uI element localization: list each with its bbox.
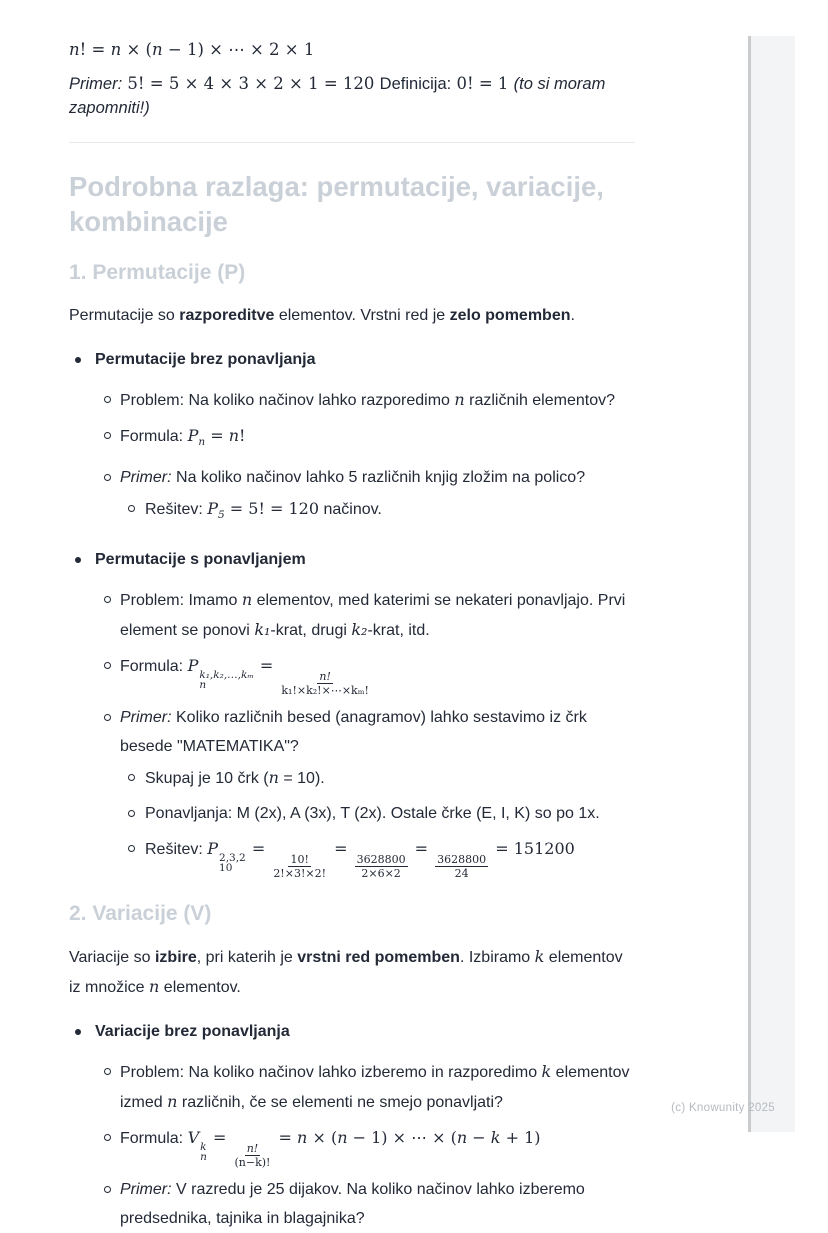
- text-segment: elementov. Vrstni red je: [274, 307, 450, 324]
- math-var: n: [167, 1092, 178, 1112]
- math-var: k: [541, 1062, 552, 1082]
- text-segment: Skupaj je 10 črk (: [145, 770, 269, 788]
- fraction-numerator: n!: [319, 670, 331, 684]
- circle-bullet-icon: [104, 651, 120, 697]
- text-segment: elementov izmed: [120, 1064, 630, 1112]
- primer-text: [120, 703, 635, 761]
- math-text: 5! = 5 × 4 × 3 × 2 × 1 = 120: [122, 74, 380, 93]
- list-item: [128, 494, 635, 530]
- text-segment: Permutacije so: [69, 307, 180, 324]
- text-segment: različnih, če se elementi ne smejo ponavljati?: [177, 1094, 503, 1112]
- primer-label: Primer:: [69, 75, 123, 93]
- text-segment: elementov.: [159, 979, 241, 997]
- math-superscript: k₁,k₂,…,kₘ: [199, 669, 254, 682]
- math-fraction: [272, 853, 327, 880]
- math-subscript: 10: [219, 862, 233, 875]
- math-var: n: [110, 40, 122, 59]
- math-text: = 151200: [490, 839, 575, 859]
- formula-label: Formula:: [120, 1130, 188, 1148]
- resitev-label: Rešitev:: [145, 501, 208, 519]
- primer-label: Primer:: [120, 1181, 172, 1199]
- circle-bullet-icon: [104, 421, 120, 457]
- problem-text: [120, 1057, 635, 1117]
- factorial-formula: [69, 38, 635, 62]
- math-var: k₁: [254, 620, 271, 640]
- math-var: P: [207, 839, 219, 859]
- math-text: × (: [121, 40, 152, 59]
- math-text: 0! = 1: [451, 74, 514, 93]
- fraction-numerator: n!: [246, 1142, 259, 1156]
- text-segment: , pri katerih je: [196, 949, 298, 967]
- list-item-title: Variacije brez ponavljanja: [95, 1023, 290, 1041]
- primer-text: [120, 463, 635, 492]
- list-item: [104, 703, 635, 761]
- formula-label: Formula:: [120, 658, 188, 676]
- main-section-title: Podrobna razlaga: permutacije, variacije, kombinacije: [69, 171, 604, 237]
- list-item: [69, 345, 635, 374]
- math-var: n: [152, 40, 163, 59]
- text-segment: Problem: Na koliko načinov lahko izberemo in razporedimo: [120, 1064, 542, 1082]
- circle-bullet-icon: [104, 463, 120, 492]
- nested-list: [128, 494, 635, 530]
- text-segment: Na koliko načinov lahko 5 različnih knjig zložim na polico?: [171, 469, 586, 487]
- math-fraction: [355, 853, 408, 880]
- nested-list: [128, 763, 635, 880]
- bullet-icon: [69, 1017, 95, 1046]
- divider: [69, 142, 635, 143]
- math-text: − 1) × ⋯ × (: [347, 1128, 457, 1148]
- circle-bullet-icon: [128, 799, 145, 828]
- list-item: [128, 834, 635, 880]
- math-var: P: [207, 499, 219, 519]
- math-subscript: 5: [218, 509, 225, 522]
- bold-term: razporeditve: [179, 307, 275, 324]
- math-text: =: [246, 839, 271, 859]
- list-item: [104, 1057, 635, 1117]
- list-item: [128, 799, 635, 828]
- formula-text: [120, 651, 635, 697]
- math-var: n: [241, 590, 253, 610]
- math-var: k: [490, 1128, 501, 1148]
- circle-bullet-icon: [104, 1057, 120, 1117]
- circle-bullet-icon: [104, 1123, 120, 1169]
- math-var: P: [187, 656, 199, 676]
- list-item: [69, 1017, 635, 1046]
- list-item: [104, 585, 635, 645]
- text-segment: . Izbiramo: [459, 949, 535, 967]
- math-supsub: [219, 853, 246, 873]
- list-item: [104, 1175, 635, 1233]
- variations-lead-paragraph: [69, 942, 635, 1002]
- primer-label: Primer:: [120, 469, 172, 487]
- bold-term: zelo pomemben: [449, 307, 571, 324]
- circle-bullet-icon: [128, 763, 145, 793]
- fraction-numerator: 10!: [290, 853, 309, 867]
- text-segment: -krat, drugi: [270, 622, 352, 640]
- math-fraction: [280, 670, 369, 697]
- circle-bullet-icon: [104, 703, 120, 761]
- document-page: [69, 0, 635, 1233]
- math-text: =: [273, 1128, 298, 1148]
- resitev-text: [145, 834, 635, 880]
- math-supsub: [200, 1142, 207, 1162]
- formula-text: [120, 1123, 635, 1169]
- math-var: V: [187, 1128, 200, 1148]
- fraction-denominator: k₁!×k₂!×⋯×kₘ!: [281, 684, 369, 698]
- math-fraction: [435, 853, 488, 880]
- text-segment: različnih elementov?: [464, 392, 615, 409]
- text-segment: .: [570, 307, 575, 324]
- text-segment: Koliko različnih besed (anagramov) lahko sestavimo iz črk besede "MATEMATIKA"?: [120, 709, 587, 756]
- bullet-icon: [69, 545, 95, 574]
- nested-list: [104, 385, 635, 530]
- page-edge: [748, 36, 795, 1132]
- math-subscript: n: [198, 436, 206, 449]
- list-item: [104, 1123, 635, 1169]
- math-text: − 1) × ⋯ × 2 × 1: [162, 40, 315, 59]
- resitev-label: Rešitev:: [145, 841, 208, 859]
- text-segment: Problem: Imamo: [120, 592, 242, 610]
- permutations-lead-paragraph: [69, 301, 635, 330]
- bold-term: vrstni red pomemben: [297, 949, 460, 967]
- math-var: n: [297, 1128, 308, 1148]
- list-item: [104, 463, 635, 492]
- formula-text: [120, 421, 635, 457]
- circle-bullet-icon: [104, 1175, 120, 1233]
- math-fraction: [233, 1142, 271, 1169]
- resitev-text: [145, 494, 635, 530]
- text-segment: elementov iz množice: [69, 949, 623, 997]
- math-text: + 1): [500, 1128, 541, 1148]
- text-segment: elementov, med katerimi se nekateri ponavljajo. Prvi element se ponovi: [120, 592, 626, 640]
- math-text: =: [207, 1128, 232, 1148]
- math-subscript: n: [200, 1151, 207, 1164]
- primer-label: Primer:: [120, 709, 172, 727]
- definicija-label: Definicija:: [379, 75, 452, 93]
- math-var: k: [534, 947, 545, 967]
- text-segment: Problem: Na koliko načinov lahko razporedimo: [120, 392, 455, 409]
- list-item: [104, 651, 635, 697]
- math-superscript: 2,3,2: [219, 852, 246, 865]
- fraction-denominator: 2×6×2: [361, 867, 401, 881]
- subsection-1-title: 1. Permutacije (P): [69, 261, 246, 284]
- math-var: k₂: [351, 620, 368, 640]
- math-text: =: [254, 656, 279, 676]
- circle-bullet-icon: [104, 385, 120, 415]
- fraction-numerator: 3628800: [437, 853, 487, 867]
- text-segment: Variacije so: [69, 949, 155, 967]
- bold-term: izbire: [154, 949, 197, 967]
- nested-list: [104, 585, 635, 880]
- math-text: =: [409, 839, 434, 859]
- text-segment: V razredu je 25 dijakov. Na koliko načinov lahko izberemo predsednika, tajnika in blagajnika?: [120, 1181, 585, 1228]
- math-text: !: [239, 426, 246, 445]
- math-text: = 5! = 120: [224, 499, 320, 519]
- circle-bullet-icon: [128, 834, 145, 880]
- list-item: [69, 545, 635, 574]
- math-text: =: [329, 839, 353, 859]
- circle-bullet-icon: [128, 494, 145, 530]
- sub-item-text: Ponavljanja: M (2x), A (3x), T (2x). Ostale črke (E, I, K) so po 1x.: [145, 805, 600, 823]
- sub-item-text: [145, 763, 635, 793]
- fraction-numerator: 3628800: [356, 853, 406, 867]
- primer-definicija-line: [69, 72, 635, 120]
- fraction-denominator: (n−k)!: [234, 1156, 271, 1170]
- math-var: P: [187, 426, 199, 445]
- math-var: n: [456, 1128, 468, 1148]
- fraction-denominator: 2!×3!×2!: [273, 867, 327, 881]
- math-var: n: [268, 768, 279, 788]
- problem-text: [120, 585, 635, 645]
- copyright-text: (c) Knowunity 2025: [671, 1102, 775, 1114]
- primer-text: [120, 1175, 635, 1233]
- problem-text: [120, 385, 635, 415]
- list-item: [104, 385, 635, 415]
- math-text: × (: [307, 1128, 338, 1148]
- list-item: [128, 763, 635, 793]
- math-subscript: n: [199, 679, 207, 692]
- formula-label: Formula:: [120, 428, 188, 445]
- math-superscript: k: [200, 1141, 207, 1154]
- note-text: (to si moram zapomniti!): [69, 75, 606, 117]
- math-text: =: [205, 426, 229, 445]
- text-segment: = 10).: [278, 770, 325, 788]
- circle-bullet-icon: [104, 585, 120, 645]
- math-text: −: [467, 1128, 491, 1148]
- math-var: n: [69, 40, 80, 59]
- math-var: n: [337, 1128, 348, 1148]
- list-item-title: Permutacije brez ponavljanja: [95, 351, 316, 368]
- text-segment: -krat, itd.: [367, 622, 430, 640]
- math-var: n: [228, 426, 239, 445]
- subsection-2-title: 2. Variacije (V): [69, 902, 212, 926]
- math-supsub: [199, 670, 253, 690]
- list-item-title: Permutacije s ponavljanjem: [95, 551, 306, 569]
- text-segment: načinov.: [319, 501, 382, 519]
- math-var: n: [454, 390, 465, 409]
- list-item: [104, 421, 635, 457]
- math-var: n: [149, 977, 160, 997]
- bullet-icon: [69, 345, 95, 374]
- nested-list: [104, 1057, 635, 1233]
- math-text: ! =: [79, 40, 111, 59]
- fraction-denominator: 24: [454, 867, 469, 881]
